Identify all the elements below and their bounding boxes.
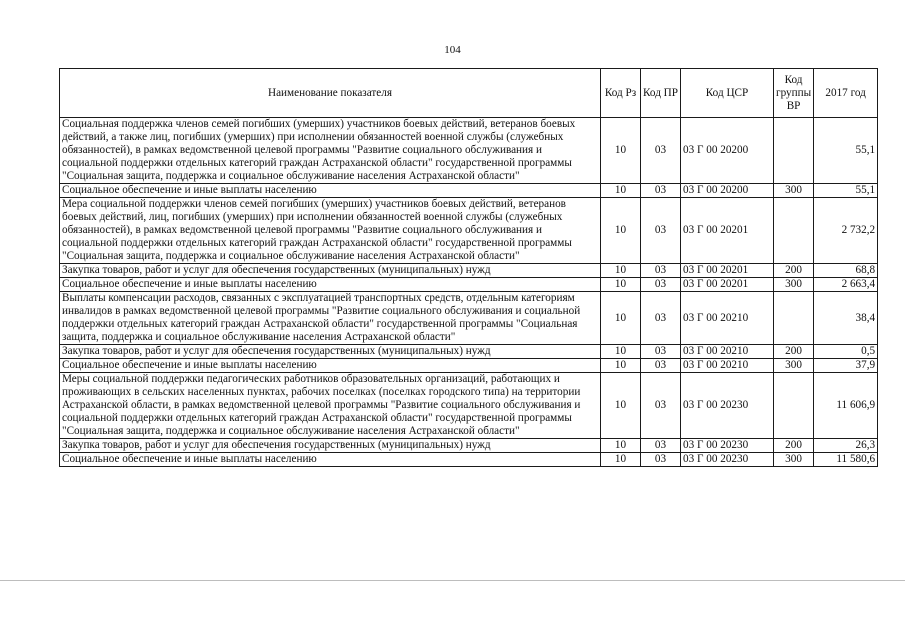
row-pr: 03 (641, 118, 681, 184)
row-amount: 38,4 (814, 292, 878, 345)
row-csr: 03 Г 00 20210 (681, 292, 774, 345)
row-rz: 10 (601, 184, 641, 198)
row-vr: 300 (774, 453, 814, 467)
row-csr: 03 Г 00 20230 (681, 373, 774, 439)
row-vr (774, 118, 814, 184)
row-amount: 0,5 (814, 345, 878, 359)
row-csr: 03 Г 00 20210 (681, 359, 774, 373)
row-rz: 10 (601, 198, 641, 264)
row-csr: 03 Г 00 20200 (681, 184, 774, 198)
row-csr: 03 Г 00 20201 (681, 264, 774, 278)
row-rz: 10 (601, 373, 641, 439)
row-rz: 10 (601, 345, 641, 359)
row-amount: 68,8 (814, 264, 878, 278)
table-row (60, 292, 878, 345)
row-pr: 03 (641, 453, 681, 467)
row-name: Социальная поддержка членов семей погибших (умерших) участников боевых действий, ветеранов боевых действий, а также лиц, погибших (умерших) при исполнении обязанностей военной службы (служебных обязанностей), в рамках ведомственной целевой программы "Развитие социального обслуживания и социальной поддержки отдельных категорий граждан Астраханской области" государственной программы "Социальная защита, поддержка и социальное обслуживание населения Астраханской области" (60, 118, 601, 184)
row-amount: 11 606,9 (814, 373, 878, 439)
row-rz: 10 (601, 439, 641, 453)
row-vr: 200 (774, 345, 814, 359)
row-rz: 10 (601, 292, 641, 345)
row-name: Мера социальной поддержки членов семей погибших (умерших) участников боевых действий, ветеранов боевых действий, лиц, погибших (умерших) при исполнении обязанностей военной службы (служебных обязанностей), в рамках ведомственной целевой программы "Развитие социального обслуживания и социальной поддержки отдельных категорий граждан Астраханской области" государственной программы "Социальная защита, поддержка и социальное обслуживание населения Астраханской области" (60, 198, 601, 264)
table-body (60, 118, 878, 467)
row-rz: 10 (601, 264, 641, 278)
row-csr: 03 Г 00 20201 (681, 198, 774, 264)
row-amount: 2 732,2 (814, 198, 878, 264)
row-amount: 2 663,4 (814, 278, 878, 292)
row-rz: 10 (601, 453, 641, 467)
row-rz: 10 (601, 118, 641, 184)
table-row (60, 264, 878, 278)
row-vr (774, 292, 814, 345)
row-vr (774, 373, 814, 439)
row-amount: 55,1 (814, 184, 878, 198)
row-csr: 03 Г 00 20200 (681, 118, 774, 184)
row-pr: 03 (641, 359, 681, 373)
row-pr: 03 (641, 278, 681, 292)
table-row (60, 439, 878, 453)
row-name: Социальное обеспечение и иные выплаты населению (60, 359, 601, 373)
row-rz: 10 (601, 359, 641, 373)
row-pr: 03 (641, 345, 681, 359)
row-vr: 300 (774, 278, 814, 292)
header-amount: 2017 год (814, 69, 878, 118)
table-row (60, 373, 878, 439)
row-vr: 300 (774, 359, 814, 373)
header-name: Наименование показателя (60, 69, 601, 118)
row-amount: 26,3 (814, 439, 878, 453)
table-row (60, 345, 878, 359)
table-row (60, 184, 878, 198)
scan-divider-line (0, 580, 905, 581)
header-vr: Код группы ВР (774, 69, 814, 118)
row-csr: 03 Г 00 20230 (681, 439, 774, 453)
row-amount: 37,9 (814, 359, 878, 373)
row-amount: 11 580,6 (814, 453, 878, 467)
row-name: Закупка товаров, работ и услуг для обеспечения государственных (муниципальных) нужд (60, 264, 601, 278)
row-pr: 03 (641, 373, 681, 439)
row-csr: 03 Г 00 20201 (681, 278, 774, 292)
page-number: 104 (444, 44, 461, 56)
row-name: Закупка товаров, работ и услуг для обеспечения государственных (муниципальных) нужд (60, 439, 601, 453)
header-pr: Код ПР (641, 69, 681, 118)
row-vr: 300 (774, 184, 814, 198)
row-pr: 03 (641, 292, 681, 345)
row-vr: 200 (774, 439, 814, 453)
row-vr (774, 198, 814, 264)
table-row (60, 198, 878, 264)
header-rz: Код Рз (601, 69, 641, 118)
table-row (60, 359, 878, 373)
row-vr: 200 (774, 264, 814, 278)
table-row (60, 453, 878, 467)
row-pr: 03 (641, 439, 681, 453)
header-csr: Код ЦСР (681, 69, 774, 118)
table-row (60, 278, 878, 292)
row-csr: 03 Г 00 20230 (681, 453, 774, 467)
row-rz: 10 (601, 278, 641, 292)
row-pr: 03 (641, 198, 681, 264)
row-name: Социальное обеспечение и иные выплаты населению (60, 184, 601, 198)
row-amount: 55,1 (814, 118, 878, 184)
row-name: Социальное обеспечение и иные выплаты населению (60, 453, 601, 467)
row-name: Меры социальной поддержки педагогических работников образовательных организаций, работающих и проживающих в сельских населенных пунктах, рабочих поселках (поселках городского типа) на территории Астраханской области, в рамках ведомственной целевой программы "Развитие социального обслуживания и социальной поддержки отдельных категорий граждан Астраханской области" государственной программы "Социальная защита, поддержка и социальное обслуживание населения Астраханской области" (60, 373, 601, 439)
row-csr: 03 Г 00 20210 (681, 345, 774, 359)
row-name: Выплаты компенсации расходов, связанных с эксплуатацией транспортных средств, отдельным категориям инвалидов в рамках ведомственной целевой программы "Развитие социального обслуживания и социальной поддержки отдельных категорий граждан Астраханской области" государственной программы "Социальная защита, поддержка и социальное обслуживание населения Астраханской области" (60, 292, 601, 345)
row-name: Социальное обеспечение и иные выплаты населению (60, 278, 601, 292)
table-header-row (60, 69, 878, 118)
row-pr: 03 (641, 264, 681, 278)
table-row (60, 118, 878, 184)
row-name: Закупка товаров, работ и услуг для обеспечения государственных (муниципальных) нужд (60, 345, 601, 359)
budget-table (59, 68, 878, 467)
row-pr: 03 (641, 184, 681, 198)
